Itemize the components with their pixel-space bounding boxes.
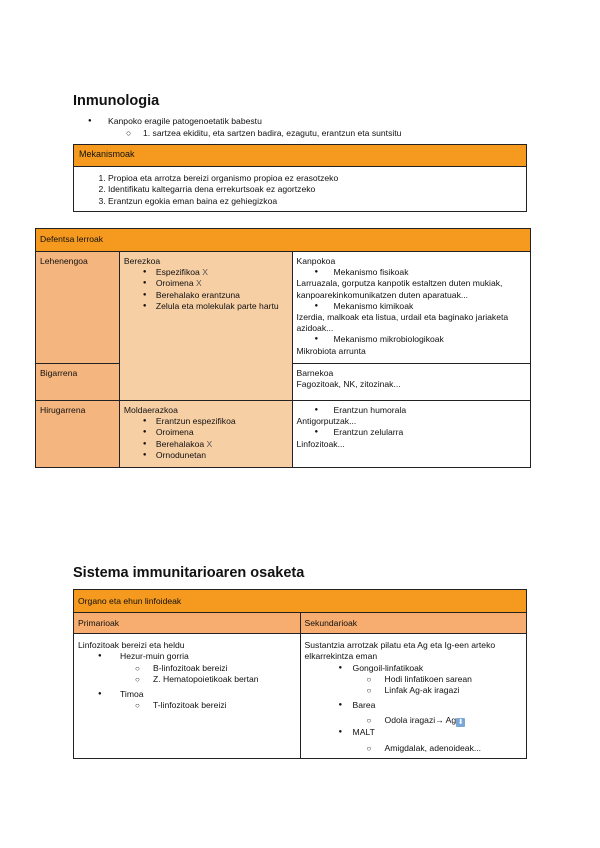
list-item: ○ Hodi linfatikoen sarean: [305, 674, 522, 685]
mekanismoak-list: [74, 173, 526, 207]
list-item: ○ Linfak Ag-ak iragazi: [305, 685, 522, 696]
mekanismoak-header: Mekanismoak: [74, 145, 526, 167]
list-item: ● Mekanismo mikrobiologikoak: [297, 334, 526, 345]
list-item: [305, 715, 522, 727]
prim-intro: Linfozitoak bereizi eta heldu: [78, 640, 185, 651]
list-item: [126, 128, 401, 139]
list-item: ● MALT: [305, 727, 522, 738]
list-item: ○ B-linfozitoak bereizi: [78, 663, 296, 674]
list-item: 3. Erantzun egokia eman baina ez gehiegizkoa: [108, 196, 526, 207]
moldaerazkoa-item: Erantzun espezifikoa: [155, 416, 236, 427]
organo-table: [73, 589, 527, 759]
list-item: ● Hezur-muin gorria: [78, 651, 296, 662]
linfozitoak-text: Linfozitoak...: [296, 438, 345, 449]
barnekoa-title: Barnekoa: [296, 368, 334, 378]
mikrobiota-text: Mikrobiota arrunta: [296, 345, 366, 356]
list-item: 2. Identifikatu kaltegarria dena errekurtsoak ez agortzeko: [108, 184, 526, 195]
row-bigarrena: Bigarrena: [36, 364, 120, 401]
odola-text: Odola iragazi→ Ag: [384, 715, 457, 726]
section-title: Sistema immunitarioaren osaketa: [73, 565, 305, 581]
erantzunak-cell: [292, 401, 530, 468]
fisikoak-text: Larruazala, gorputza kanpotik estaltzen duten mukiak, kanpoarekinkomunikatzen duten aparatuak...: [296, 278, 503, 300]
moldaerazkoa-item: Ornodunetan: [155, 449, 207, 460]
row-hirugarrena: Hirugarrena: [36, 401, 120, 468]
organo-header: Organo eta ehun linfoideak: [74, 590, 527, 613]
list-item: [88, 116, 262, 127]
berezkoa-item: Oroimena: [155, 278, 194, 289]
circle-bullet-icon: ○: [126, 128, 132, 138]
primarioak-cell: [74, 634, 301, 759]
kanpokoa-title: Kanpokoa: [296, 256, 336, 266]
x-mark-icon: X: [196, 278, 202, 289]
list-item: 1. Propioa eta arrotza bereizi organismo propioa ez erasotzeko: [108, 173, 526, 184]
list-item: ● Mekanismo kimikoak: [297, 301, 526, 312]
list-item: ○ T-linfozitoak bereizi: [78, 700, 296, 711]
arrow-down-icon: ⬇: [457, 719, 464, 727]
defentsa-header: Defentsa lerroak: [36, 229, 531, 252]
moldaerazkoa-cell: [119, 401, 292, 468]
kimikoak-text: Izerdia, malkoak eta listua, urdail eta baginako jariaketa azidoak...: [296, 312, 509, 334]
barnekoa-text: Fagozitoak, NK, zitozinak...: [296, 379, 401, 390]
antigorputzak-text: Antigorputzak...: [296, 416, 357, 427]
list-item: ● Gongoil-linfatikoak: [305, 663, 522, 674]
intro-sub-bullet: 1. sartzea ekiditu, eta sartzen badira, ezagutu, erantzun eta suntsitu: [143, 128, 402, 138]
mekanismoak-table: [73, 144, 527, 212]
berezkoa-item: Berehalako erantzuna: [155, 289, 240, 300]
list-item: ● Timoa: [78, 689, 296, 700]
list-item: ○ Z. Hematopoietikoak bertan: [78, 674, 296, 685]
moldaerazkoa-title: Moldaerazkoa: [123, 405, 178, 415]
kanpokoa-cell: [292, 252, 530, 364]
berezkoa-item: Espezifikoa: [155, 267, 200, 278]
bullet-icon: ●: [88, 118, 92, 124]
berezkoa-cell: [119, 252, 292, 401]
primarioak-header: Primarioak: [74, 613, 301, 634]
x-mark-icon: X: [202, 267, 208, 278]
moldaerazkoa-item: Oroimena: [155, 427, 194, 438]
row-lehenengoa: Lehenengoa: [36, 252, 120, 364]
sekundarioak-cell: [300, 634, 526, 759]
list-item: ● Barea: [305, 700, 522, 711]
list-item: ○ Amigdalak, adenoideak...: [305, 743, 522, 754]
page-title: Inmunologia: [73, 93, 160, 109]
berezkoa-item: Zelula eta molekulak parte hartu: [155, 300, 279, 311]
sekundarioak-header: Sekundarioak: [300, 613, 526, 634]
defentsa-table: [35, 228, 531, 468]
list-item: ● Mekanismo fisikoak: [297, 267, 526, 278]
berezkoa-title: Berezkoa: [123, 256, 161, 266]
moldaerazkoa-item: Berehalakoa: [155, 438, 205, 449]
sek-intro: Sustantzia arrotzak pilatu eta Ag eta Ig-een arteko elkarrekintza eman: [304, 640, 496, 662]
intro-bullet: Kanpoko eragile patogenoetatik babestu: [108, 116, 262, 126]
barnekoa-cell: [292, 364, 530, 401]
x-mark-icon: X: [206, 438, 213, 449]
list-item: ● Erantzun zelularra: [297, 427, 526, 438]
list-item: ● Erantzun humorala: [297, 405, 526, 416]
